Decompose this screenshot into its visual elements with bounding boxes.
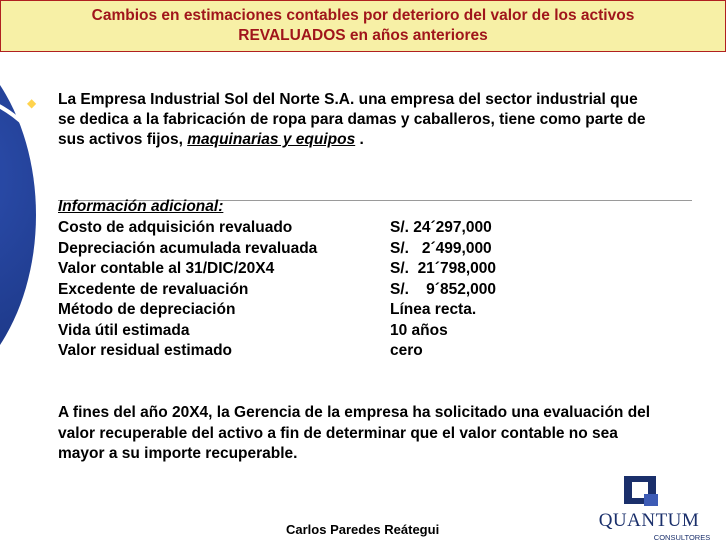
logo-name: QUANTUM <box>598 510 700 531</box>
intro-suffix: . <box>355 131 364 148</box>
info-row <box>58 321 496 342</box>
info-row-label: Vida útil estimada <box>58 321 190 339</box>
info-row-value: cero <box>390 342 423 359</box>
intro-paragraph <box>58 90 698 150</box>
info-section-title: Información adicional: <box>58 198 224 215</box>
intro-emphasis: maquinarias y equipos <box>187 131 356 148</box>
info-row-value: S/. 2´499,000 <box>390 239 492 257</box>
info-row-label: Costo de adquisición revaluado <box>58 219 293 236</box>
closing-paragraph: A fines del año 20X4, la Gerencia de la empresa ha solicitado una evaluación del valor recuperable del activo a fin de determinar que el valor contable no sea mayor a su importe recuperable. <box>58 404 651 462</box>
info-row-value: Línea recta. <box>390 301 477 318</box>
bullet-icon: ◆ <box>27 96 37 110</box>
info-row <box>58 259 496 280</box>
info-row <box>58 341 496 362</box>
info-row <box>58 218 496 239</box>
info-row-label: Método de depreciación <box>58 301 236 318</box>
logo-tagline: CONSULTORES <box>653 533 711 542</box>
info-row-value: S/. 24´297,000 <box>390 219 492 236</box>
quantum-logo <box>574 470 724 544</box>
slide-title-line-1: Cambios en estimaciones contables por deterioro del valor de los activos <box>91 7 635 24</box>
info-row <box>58 280 496 301</box>
slide-title-box <box>0 0 726 52</box>
info-table <box>58 218 496 362</box>
footer-author: Carlos Paredes Reátegui <box>286 522 440 537</box>
info-row-value: S/. 21´798,000 <box>390 260 496 277</box>
slide-title-line-2: REVALUADOS en años anteriores <box>238 27 488 44</box>
intro-text: La Empresa Industrial Sol del Norte S.A. una empresa del sector industrial que se dedica a la fabricación de ropa para damas y caballeros, tiene como parte de sus activos fijos, <box>58 91 646 148</box>
info-row-label: Depreciación acumulada revaluada <box>58 239 318 257</box>
info-row-label: Excedente de revaluación <box>58 280 249 298</box>
info-row-label: Valor residual estimado <box>58 342 233 359</box>
info-row <box>58 300 496 321</box>
info-row-value: 10 años <box>390 321 448 339</box>
info-row-label: Valor contable al 31/DIC/20X4 <box>58 260 275 277</box>
quantum-logo-mark <box>574 470 724 544</box>
info-row <box>58 239 496 260</box>
info-row-value: S/. 9´852,000 <box>390 280 496 298</box>
